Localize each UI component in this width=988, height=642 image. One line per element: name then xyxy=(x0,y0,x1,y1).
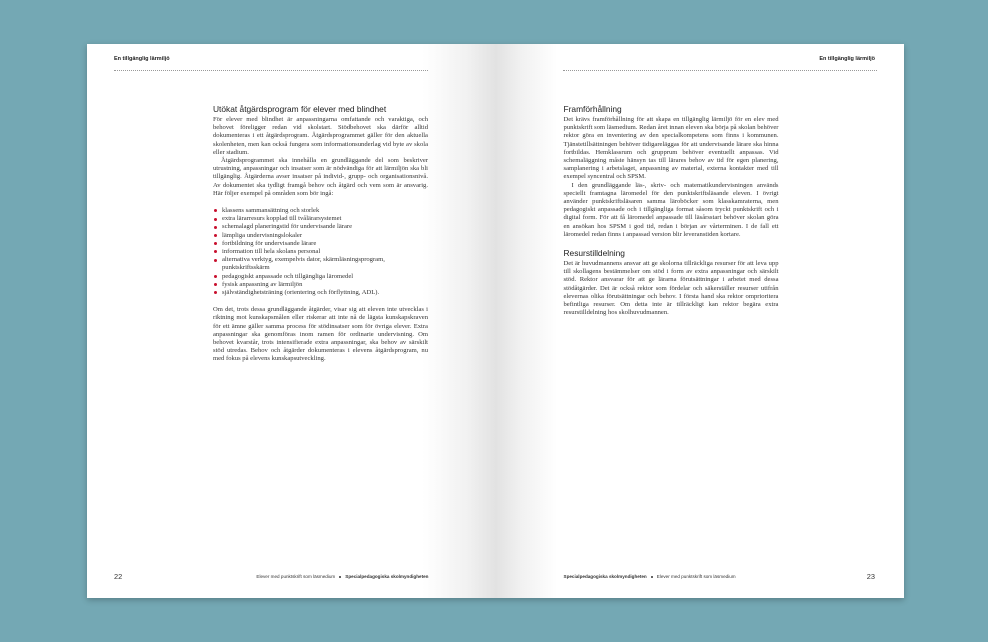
list-item: information till hela skolans personal xyxy=(213,248,428,256)
footer-title: Elever med punktskrift som läsmedium xyxy=(256,574,336,579)
paragraph: I den grundläggande läs-, skriv- och matematikundervisningen används speciellt framtagna läromedel för den punktskriftsläsande eleven. I övrigt använder punktskriftsläsaren samma läroböcker som klasskamraterna, men pedagogiskt anpassade och i tillgängliga format såsom tryckt punktskrift och i digital form. För att få läromedel anpassade till läsårsstart behöver skolan göra en ansökan hos SPSM i god tid, redan i början av vårterminen. I de fall ett läromedel redan finns i anpassad version blir leveranstiden kortare. xyxy=(563,181,779,238)
page-number: 22 xyxy=(114,572,123,581)
list-item: självständighetsträning (orientering och förflyttning, ADL). xyxy=(213,289,428,297)
paragraph: Det är huvudmannens ansvar att ge skolorna tillräckliga resurser för att leva upp till skollagens bestämmelser om stöd i form av extra anpassningar och särskilt stöd. Rektor ansvarar för att ge lärarna förutsättningar i arbetet med dessa stödåtgärder. Det är också rektor som fördelar och säkerställer resurser utifrån elevernas olika förutsättningar och behov. I första hand ska rektor omprioritera befintliga resurser. Om detta inte är tillräckligt kan rektor begära extra resurstilldelning hos skolhuvudmannen. xyxy=(563,260,779,317)
paragraph: För elever med blindhet är anpassningarna omfattande och varaktiga, och behovet föreligger redan vid skolstart. Stödbehovet ska därför alltid dokumenteras i ett åtgärdsprogram. Åtgärdsprogrammet gäller för den aktuella skolenheten, men kan också fungera som informationsunderlag vid byte av skola eller stadium. xyxy=(213,116,428,156)
paragraph: Om det, trots dessa grundläggande åtgärder, visar sig att eleven inte utvecklas i riktning mot kunskapsmålen eller riskerar att inte nå de lägsta kunskapskraven för ett ämne gäller samma process för stödinsatser som för övriga elever. Extra anpassningar ska genomföras inom ramen för ordinarie undervisning. Om behovet kvarstår, trots intensifierade extra anpassningar, ska behov av särskilt stöd utredas. Behov och åtgärder dokumenteras i elevens åtgärdsprogram, nu med fokus på elevens kunskapsutveckling. xyxy=(213,306,428,363)
separator-dot-icon xyxy=(339,576,341,578)
running-head: En tillgänglig lärmiljö xyxy=(114,56,170,62)
bullet-list xyxy=(213,207,428,297)
list-item: schemalagd planeringstid för undervisande lärare xyxy=(213,223,428,231)
bullet-icon xyxy=(214,242,217,245)
list-item: alternativa verktyg, exempelvis dator, skärmläsningsprogram, punktskriftsskärm xyxy=(213,256,428,272)
page-footer xyxy=(564,574,736,579)
bullet-icon xyxy=(214,291,217,294)
page-footer xyxy=(256,574,428,579)
running-head: En tillgänglig lärmiljö xyxy=(819,56,875,62)
text-column xyxy=(213,104,428,364)
list-item: lämpliga undervisningslokaler xyxy=(213,232,428,240)
list-item: extra lärarresurs kopplad till tvålärarsystemet xyxy=(213,215,428,223)
bullet-icon xyxy=(214,283,217,286)
bullet-icon xyxy=(214,209,217,212)
bullet-icon xyxy=(214,275,217,278)
section-heading: Resurstilldelning xyxy=(563,248,625,259)
right-page xyxy=(496,44,905,598)
paragraph: Åtgärdsprogrammet ska innehålla en grundläggande del som beskriver utrustning, anpassningar och insatser som är nödvändiga för att lärmiljön ska bli tillgänglig. Åtgärderna avser insatser på individ-, grupp- och organisationsnivå. Av dokumentet ska tydligt framgå behov och åtgärd och vem som är ansvarig. Här följer exempel på områden som bör ingå: xyxy=(213,157,428,197)
header-rule xyxy=(563,70,877,71)
bullet-icon xyxy=(214,234,217,237)
header-rule xyxy=(114,70,428,71)
bullet-icon xyxy=(214,226,217,229)
text-column xyxy=(564,104,779,317)
paragraph: Det krävs framförhållning för att skapa en tillgänglig lärmiljö för en elev med punktskrift som läsmedium. Redan året innan eleven ska börja på skolan behöver rektor göra en inventering av den specialkompetens som finns i kommunen. Tjänstetillsättningen behöver tidigareläggas för att undervisande lärare ska hinna fortbildas. Hemklassrum och grupprum behöver eventuellt anpassas. Vid schemaläggning måste hänsyn tas till lärares behov av tid för egen planering, samplanering i arbetslaget, anpassning av material, externa kontakter med till exempel syncentral och SPSM. xyxy=(563,116,779,181)
list-item: fysisk anpassning av lärmiljön xyxy=(213,281,428,289)
page-number: 23 xyxy=(866,572,875,581)
footer-publisher: Specialpedagogiska skolmyndigheten xyxy=(563,574,647,579)
book-spread xyxy=(87,44,904,598)
bullet-icon xyxy=(214,218,217,221)
section-heading: Framförhållning xyxy=(563,104,622,114)
separator-dot-icon xyxy=(651,576,653,578)
bullet-icon xyxy=(214,259,217,262)
footer-publisher: Specialpedagogiska skolmyndigheten xyxy=(345,574,429,579)
list-item: klassens sammansättning och storlek xyxy=(213,207,428,215)
bullet-icon xyxy=(214,250,217,253)
left-page xyxy=(87,44,496,598)
section-heading: Utökat åtgärdsprogram för elever med blindhet xyxy=(213,104,387,114)
list-item: pedagogiskt anpassade och tillgängliga läromedel xyxy=(213,273,428,281)
list-item: fortbildning för undervisande lärare xyxy=(213,240,428,248)
footer-title: Elever med punktskrift som läsmedium xyxy=(656,574,736,579)
